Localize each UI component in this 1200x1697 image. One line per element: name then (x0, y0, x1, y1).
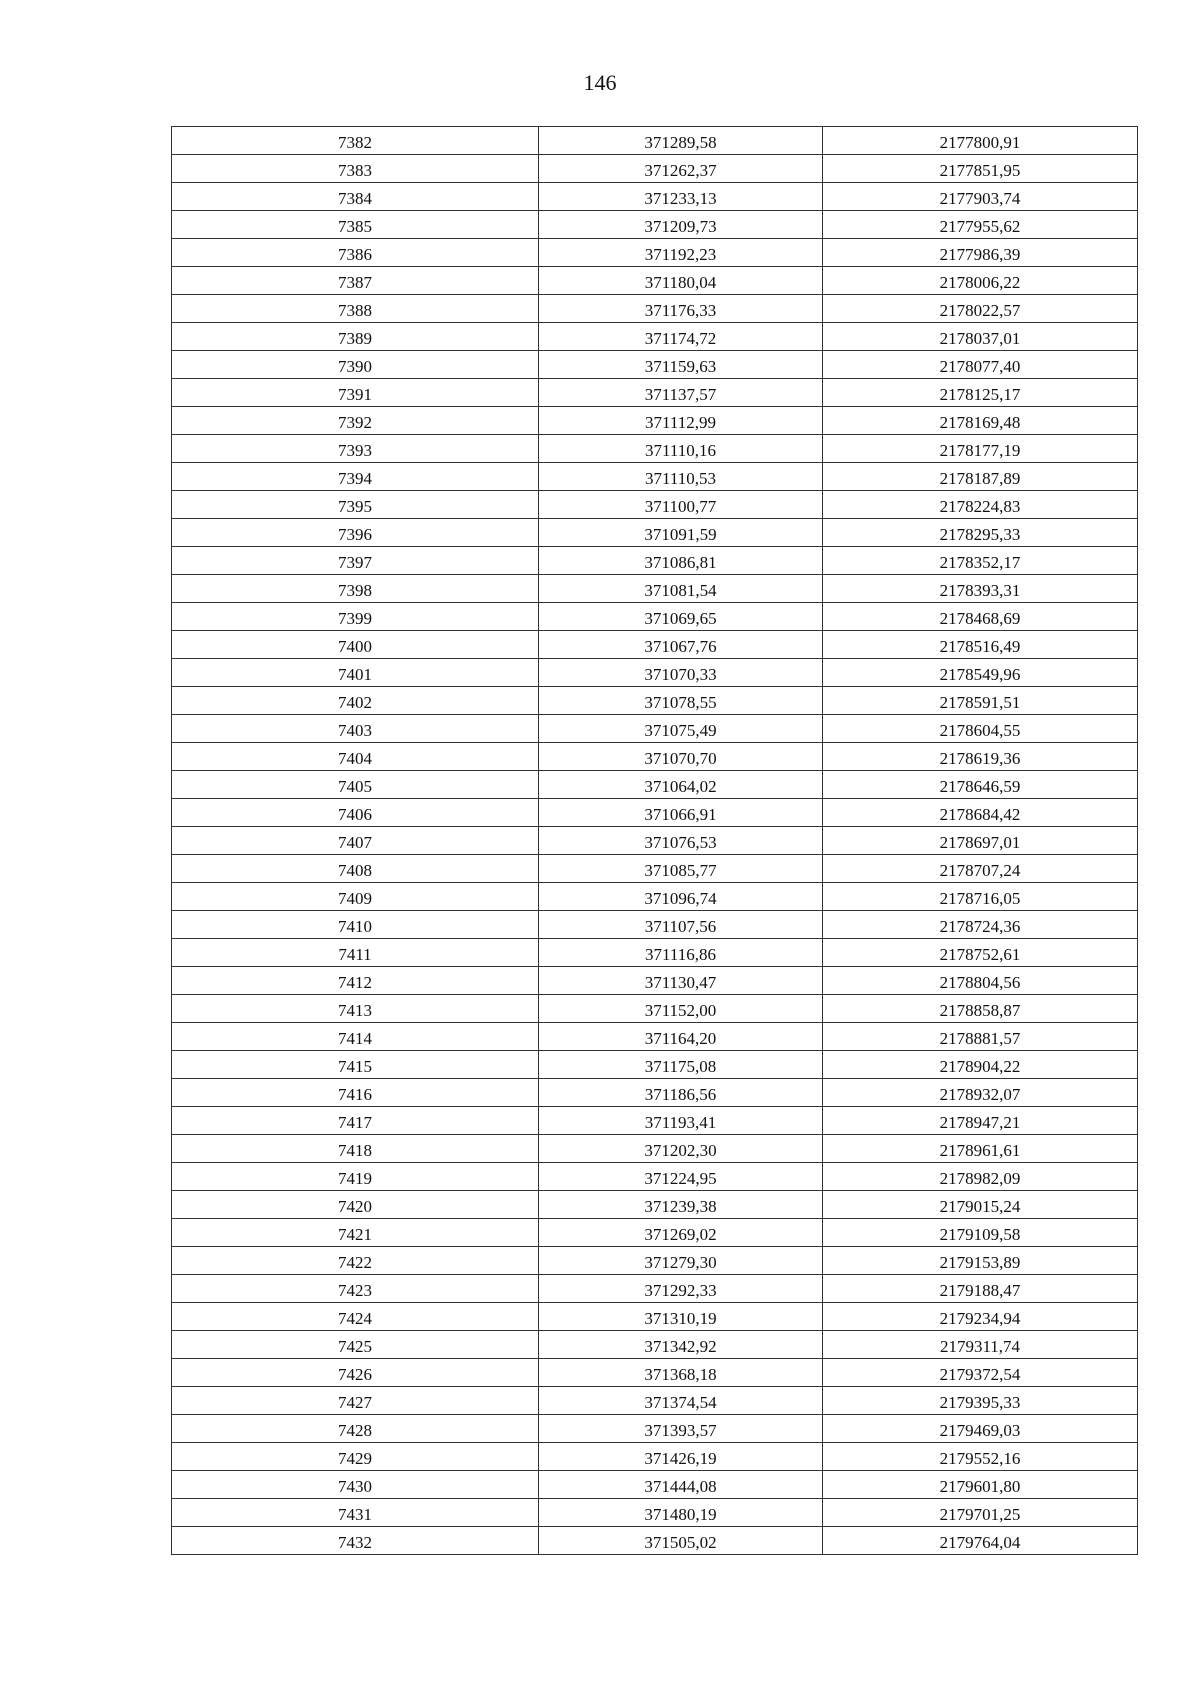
table-row (172, 995, 1138, 1023)
y-coordinate-cell: 2179372,54 (823, 1359, 1138, 1387)
y-coordinate-cell: 2177800,91 (823, 127, 1138, 155)
point-number-cell: 7391 (172, 379, 539, 407)
table-row (172, 855, 1138, 883)
point-number-cell: 7427 (172, 1387, 539, 1415)
y-coordinate-cell: 2178716,05 (823, 883, 1138, 911)
point-number-cell: 7418 (172, 1135, 539, 1163)
x-coordinate-cell: 371368,18 (539, 1359, 823, 1387)
x-coordinate-cell: 371224,95 (539, 1163, 823, 1191)
y-coordinate-cell: 2179601,80 (823, 1471, 1138, 1499)
y-coordinate-cell: 2178932,07 (823, 1079, 1138, 1107)
point-number-cell: 7408 (172, 855, 539, 883)
x-coordinate-cell: 371444,08 (539, 1471, 823, 1499)
x-coordinate-cell: 371342,92 (539, 1331, 823, 1359)
y-coordinate-cell: 2178881,57 (823, 1023, 1138, 1051)
y-coordinate-cell: 2178177,19 (823, 435, 1138, 463)
point-number-cell: 7382 (172, 127, 539, 155)
point-number-cell: 7387 (172, 267, 539, 295)
x-coordinate-cell: 371289,58 (539, 127, 823, 155)
point-number-cell: 7402 (172, 687, 539, 715)
point-number-cell: 7409 (172, 883, 539, 911)
table-row (172, 631, 1138, 659)
table-row (172, 211, 1138, 239)
x-coordinate-cell: 371159,63 (539, 351, 823, 379)
x-coordinate-cell: 371233,13 (539, 183, 823, 211)
x-coordinate-cell: 371164,20 (539, 1023, 823, 1051)
point-number-cell: 7405 (172, 771, 539, 799)
y-coordinate-cell: 2177851,95 (823, 155, 1138, 183)
y-coordinate-cell: 2178707,24 (823, 855, 1138, 883)
point-number-cell: 7404 (172, 743, 539, 771)
table-row (172, 267, 1138, 295)
table-row (172, 603, 1138, 631)
x-coordinate-cell: 371176,33 (539, 295, 823, 323)
y-coordinate-cell: 2179469,03 (823, 1415, 1138, 1443)
x-coordinate-cell: 371202,30 (539, 1135, 823, 1163)
y-coordinate-cell: 2178352,17 (823, 547, 1138, 575)
table-row (172, 239, 1138, 267)
table-row (172, 1303, 1138, 1331)
x-coordinate-cell: 371426,19 (539, 1443, 823, 1471)
x-coordinate-cell: 371209,73 (539, 211, 823, 239)
y-coordinate-cell: 2178752,61 (823, 939, 1138, 967)
page-number: 146 (583, 70, 617, 95)
table-row (172, 659, 1138, 687)
table-row (172, 379, 1138, 407)
y-coordinate-cell: 2178125,17 (823, 379, 1138, 407)
table-row (172, 351, 1138, 379)
x-coordinate-cell: 371174,72 (539, 323, 823, 351)
y-coordinate-cell: 2178187,89 (823, 463, 1138, 491)
point-number-cell: 7428 (172, 1415, 539, 1443)
y-coordinate-cell: 2178619,36 (823, 743, 1138, 771)
point-number-cell: 7403 (172, 715, 539, 743)
x-coordinate-cell: 371112,99 (539, 407, 823, 435)
x-coordinate-cell: 371086,81 (539, 547, 823, 575)
x-coordinate-cell: 371192,23 (539, 239, 823, 267)
table-row (172, 1247, 1138, 1275)
table-row (172, 1051, 1138, 1079)
y-coordinate-cell: 2179015,24 (823, 1191, 1138, 1219)
x-coordinate-cell: 371292,33 (539, 1275, 823, 1303)
table-row (172, 1219, 1138, 1247)
table-row (172, 687, 1138, 715)
point-number-cell: 7392 (172, 407, 539, 435)
table-row (172, 1359, 1138, 1387)
x-coordinate-cell: 371505,02 (539, 1527, 823, 1555)
point-number-cell: 7389 (172, 323, 539, 351)
x-coordinate-cell: 371069,65 (539, 603, 823, 631)
point-number-cell: 7394 (172, 463, 539, 491)
point-number-cell: 7397 (172, 547, 539, 575)
point-number-cell: 7422 (172, 1247, 539, 1275)
point-number-cell: 7384 (172, 183, 539, 211)
point-number-cell: 7386 (172, 239, 539, 267)
table-row (172, 547, 1138, 575)
point-number-cell: 7407 (172, 827, 539, 855)
y-coordinate-cell: 2179701,25 (823, 1499, 1138, 1527)
x-coordinate-cell: 371107,56 (539, 911, 823, 939)
y-coordinate-cell: 2178224,83 (823, 491, 1138, 519)
x-coordinate-cell: 371078,55 (539, 687, 823, 715)
table-row (172, 911, 1138, 939)
table-row (172, 771, 1138, 799)
y-coordinate-cell: 2179395,33 (823, 1387, 1138, 1415)
point-number-cell: 7411 (172, 939, 539, 967)
x-coordinate-cell: 371110,16 (539, 435, 823, 463)
table-row (172, 519, 1138, 547)
table-row (172, 1527, 1138, 1555)
x-coordinate-cell: 371067,76 (539, 631, 823, 659)
table-row (172, 1387, 1138, 1415)
point-number-cell: 7419 (172, 1163, 539, 1191)
point-number-cell: 7388 (172, 295, 539, 323)
table-row (172, 1443, 1138, 1471)
table-row (172, 155, 1138, 183)
y-coordinate-cell: 2178646,59 (823, 771, 1138, 799)
y-coordinate-cell: 2178858,87 (823, 995, 1138, 1023)
point-number-cell: 7410 (172, 911, 539, 939)
x-coordinate-cell: 371076,53 (539, 827, 823, 855)
point-number-cell: 7414 (172, 1023, 539, 1051)
x-coordinate-cell: 371262,37 (539, 155, 823, 183)
y-coordinate-cell: 2178468,69 (823, 603, 1138, 631)
point-number-cell: 7412 (172, 967, 539, 995)
point-number-cell: 7432 (172, 1527, 539, 1555)
y-coordinate-cell: 2179109,58 (823, 1219, 1138, 1247)
x-coordinate-cell: 371100,77 (539, 491, 823, 519)
point-number-cell: 7421 (172, 1219, 539, 1247)
x-coordinate-cell: 371110,53 (539, 463, 823, 491)
point-number-cell: 7429 (172, 1443, 539, 1471)
y-coordinate-cell: 2178516,49 (823, 631, 1138, 659)
y-coordinate-cell: 2178982,09 (823, 1163, 1138, 1191)
x-coordinate-cell: 371064,02 (539, 771, 823, 799)
table-row (172, 1107, 1138, 1135)
x-coordinate-cell: 371393,57 (539, 1415, 823, 1443)
x-coordinate-cell: 371239,38 (539, 1191, 823, 1219)
table-row (172, 715, 1138, 743)
table-row (172, 939, 1138, 967)
x-coordinate-cell: 371096,74 (539, 883, 823, 911)
table-row (172, 1163, 1138, 1191)
x-coordinate-cell: 371081,54 (539, 575, 823, 603)
table-row (172, 463, 1138, 491)
y-coordinate-cell: 2178037,01 (823, 323, 1138, 351)
y-coordinate-cell: 2179188,47 (823, 1275, 1138, 1303)
y-coordinate-cell: 2179153,89 (823, 1247, 1138, 1275)
table-row (172, 491, 1138, 519)
y-coordinate-cell: 2178295,33 (823, 519, 1138, 547)
point-number-cell: 7401 (172, 659, 539, 687)
point-number-cell: 7383 (172, 155, 539, 183)
table-row (172, 1275, 1138, 1303)
x-coordinate-cell: 371085,77 (539, 855, 823, 883)
table-row (172, 1135, 1138, 1163)
y-coordinate-cell: 2179552,16 (823, 1443, 1138, 1471)
table-row (172, 967, 1138, 995)
y-coordinate-cell: 2178604,55 (823, 715, 1138, 743)
x-coordinate-cell: 371091,59 (539, 519, 823, 547)
point-number-cell: 7399 (172, 603, 539, 631)
x-coordinate-cell: 371066,91 (539, 799, 823, 827)
y-coordinate-cell: 2179234,94 (823, 1303, 1138, 1331)
table-row (172, 1191, 1138, 1219)
y-coordinate-cell: 2178006,22 (823, 267, 1138, 295)
y-coordinate-cell: 2177903,74 (823, 183, 1138, 211)
x-coordinate-cell: 371175,08 (539, 1051, 823, 1079)
y-coordinate-cell: 2179764,04 (823, 1527, 1138, 1555)
y-coordinate-cell: 2178077,40 (823, 351, 1138, 379)
coordinates-table-body (172, 127, 1138, 1555)
x-coordinate-cell: 371152,00 (539, 995, 823, 1023)
point-number-cell: 7396 (172, 519, 539, 547)
point-number-cell: 7423 (172, 1275, 539, 1303)
table-row (172, 883, 1138, 911)
y-coordinate-cell: 2178549,96 (823, 659, 1138, 687)
y-coordinate-cell: 2178804,56 (823, 967, 1138, 995)
x-coordinate-cell: 371374,54 (539, 1387, 823, 1415)
point-number-cell: 7416 (172, 1079, 539, 1107)
y-coordinate-cell: 2178724,36 (823, 911, 1138, 939)
table-row (172, 183, 1138, 211)
table-row (172, 1415, 1138, 1443)
x-coordinate-cell: 371193,41 (539, 1107, 823, 1135)
x-coordinate-cell: 371310,19 (539, 1303, 823, 1331)
table-row (172, 127, 1138, 155)
y-coordinate-cell: 2178591,51 (823, 687, 1138, 715)
table-row (172, 1499, 1138, 1527)
y-coordinate-cell: 2178904,22 (823, 1051, 1138, 1079)
x-coordinate-cell: 371137,57 (539, 379, 823, 407)
y-coordinate-cell: 2178393,31 (823, 575, 1138, 603)
y-coordinate-cell: 2178684,42 (823, 799, 1138, 827)
x-coordinate-cell: 371186,56 (539, 1079, 823, 1107)
table-row (172, 407, 1138, 435)
point-number-cell: 7431 (172, 1499, 539, 1527)
point-number-cell: 7393 (172, 435, 539, 463)
x-coordinate-cell: 371180,04 (539, 267, 823, 295)
x-coordinate-cell: 371070,70 (539, 743, 823, 771)
table-row (172, 1079, 1138, 1107)
y-coordinate-cell: 2177955,62 (823, 211, 1138, 239)
point-number-cell: 7415 (172, 1051, 539, 1079)
table-row (172, 743, 1138, 771)
y-coordinate-cell: 2178169,48 (823, 407, 1138, 435)
table-row (172, 1331, 1138, 1359)
point-number-cell: 7395 (172, 491, 539, 519)
point-number-cell: 7430 (172, 1471, 539, 1499)
table-row (172, 323, 1138, 351)
table-row (172, 575, 1138, 603)
x-coordinate-cell: 371070,33 (539, 659, 823, 687)
point-number-cell: 7420 (172, 1191, 539, 1219)
y-coordinate-cell: 2178961,61 (823, 1135, 1138, 1163)
x-coordinate-cell: 371116,86 (539, 939, 823, 967)
table-row (172, 827, 1138, 855)
table-row (172, 1023, 1138, 1051)
x-coordinate-cell: 371269,02 (539, 1219, 823, 1247)
y-coordinate-cell: 2178697,01 (823, 827, 1138, 855)
x-coordinate-cell: 371480,19 (539, 1499, 823, 1527)
point-number-cell: 7424 (172, 1303, 539, 1331)
coordinates-table (171, 126, 1138, 1555)
y-coordinate-cell: 2178022,57 (823, 295, 1138, 323)
point-number-cell: 7390 (172, 351, 539, 379)
y-coordinate-cell: 2177986,39 (823, 239, 1138, 267)
x-coordinate-cell: 371075,49 (539, 715, 823, 743)
point-number-cell: 7426 (172, 1359, 539, 1387)
point-number-cell: 7425 (172, 1331, 539, 1359)
point-number-cell: 7385 (172, 211, 539, 239)
point-number-cell: 7413 (172, 995, 539, 1023)
x-coordinate-cell: 371279,30 (539, 1247, 823, 1275)
table-row (172, 799, 1138, 827)
point-number-cell: 7417 (172, 1107, 539, 1135)
table-row (172, 1471, 1138, 1499)
table-row (172, 435, 1138, 463)
y-coordinate-cell: 2179311,74 (823, 1331, 1138, 1359)
point-number-cell: 7400 (172, 631, 539, 659)
point-number-cell: 7398 (172, 575, 539, 603)
y-coordinate-cell: 2178947,21 (823, 1107, 1138, 1135)
table-row (172, 295, 1138, 323)
point-number-cell: 7406 (172, 799, 539, 827)
x-coordinate-cell: 371130,47 (539, 967, 823, 995)
